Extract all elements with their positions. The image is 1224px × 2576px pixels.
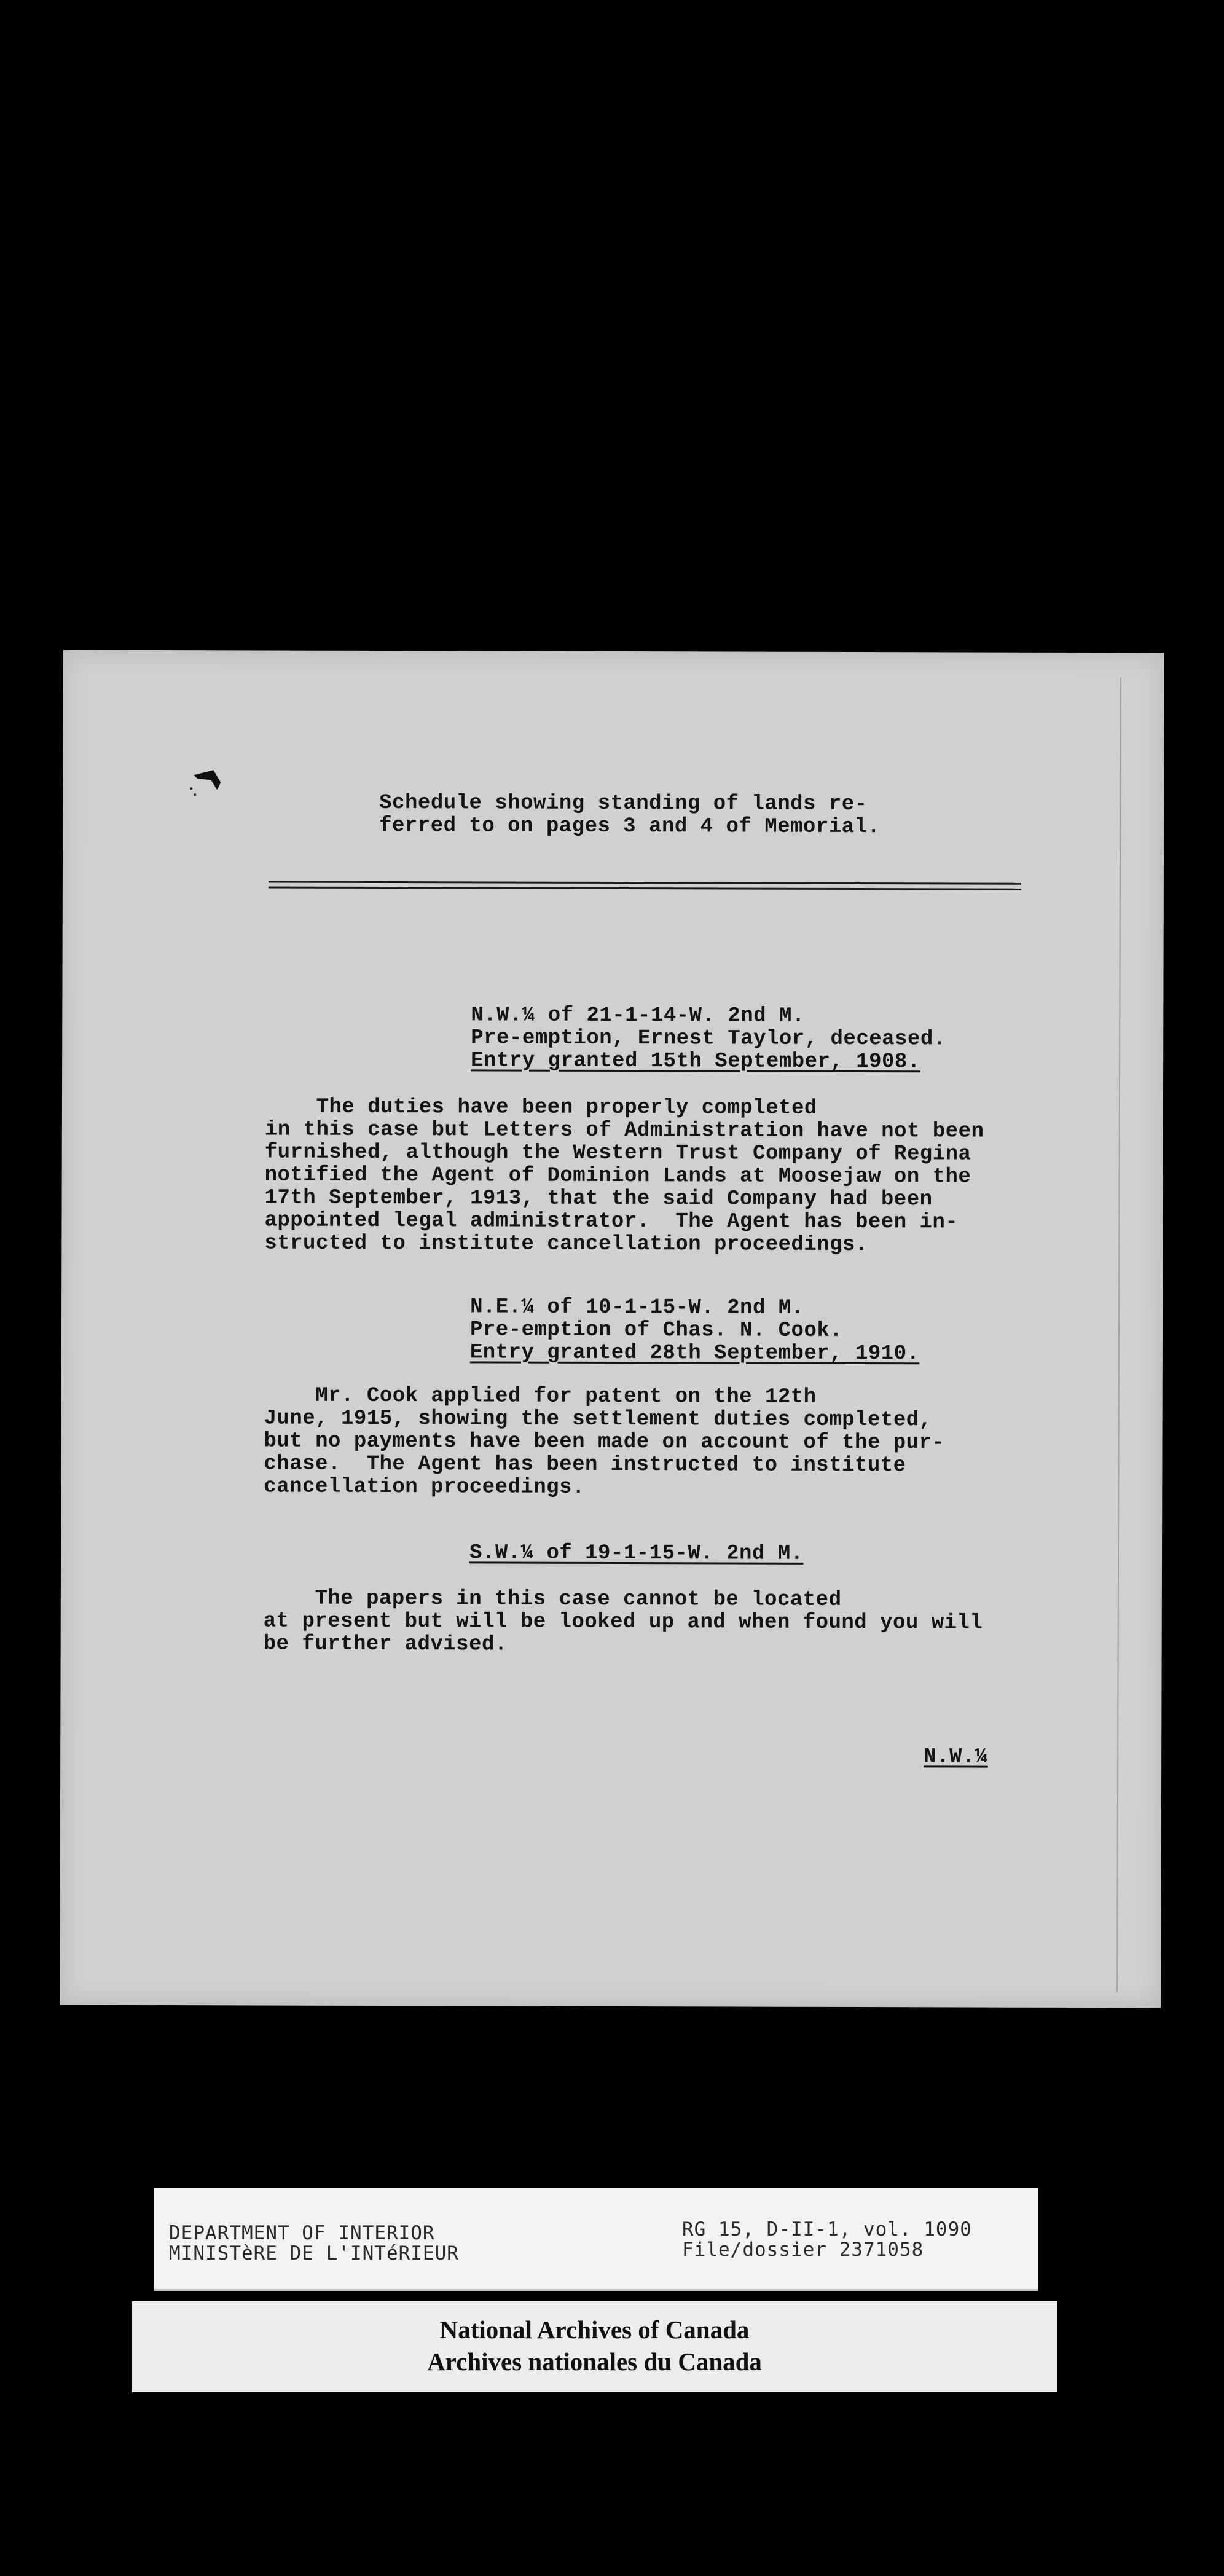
archive-reference-label bbox=[154, 2188, 1038, 2291]
page-catchword: N.W.¼ bbox=[924, 1745, 988, 1769]
archives-banner bbox=[132, 2301, 1057, 2392]
file-number: File/dossier 2371058 bbox=[682, 2239, 924, 2261]
section-3-paragraph: The papers in this case cannot be located at present but will be looked up and when found you will be further advised. bbox=[263, 1587, 983, 1657]
department-name bbox=[169, 2223, 459, 2264]
section-1-heading bbox=[471, 1004, 946, 1074]
double-rule-top bbox=[269, 881, 1021, 885]
department-fr: MINISTèRE DE L'INTéRIEUR bbox=[169, 2242, 459, 2264]
section-1-paragraph: The duties have been properly completed in this case but Letters of Administration have not been furnished, although the Western Trust Company of Regina notified the Agent of Dominion Lands at Moosejaw on the 17th September, 1913, that the said Company had been appointed legal administrator. The Agent has been in- structed to institute cancellation proceedings. bbox=[264, 1095, 984, 1257]
archives-name-fr: Archives nationales du Canada bbox=[427, 2347, 762, 2376]
section-2-heading-lines: N.E.¼ of 10-1-15-W. 2nd M. Pre-emption of Chas. N. Cook. bbox=[469, 1295, 843, 1343]
page-title: Schedule showing standing of lands re- ferred to on pages 3 and 4 of Memorial. bbox=[379, 791, 881, 839]
archives-name-en: National Archives of Canada bbox=[439, 2315, 750, 2344]
section-2-entry-date: Entry granted 28th September, 1910. bbox=[469, 1341, 920, 1366]
reference-numbers bbox=[682, 2220, 972, 2260]
section-2-paragraph: Mr. Cook applied for patent on the 12th June, 1915, showing the settlement duties completed, but no payments have been made on account of the pur- chase. The Agent has been instructed to institute cancellation proceedings. bbox=[264, 1384, 945, 1499]
section-2-heading bbox=[470, 1296, 920, 1365]
department-en: DEPARTMENT OF INTERIOR bbox=[169, 2222, 435, 2244]
document-page bbox=[60, 650, 1164, 2008]
ink-blot-mark bbox=[189, 758, 232, 801]
page-edge-shadow bbox=[1116, 677, 1121, 1992]
section-1-heading-lines: N.W.¼ of 21-1-14-W. 2nd M. Pre-emption, Ernest Taylor, deceased. bbox=[471, 1003, 946, 1051]
section-3-heading: S.W.¼ of 19-1-15-W. 2nd M. bbox=[469, 1541, 804, 1566]
record-group-reference: RG 15, D-II-1, vol. 1090 bbox=[682, 2218, 972, 2240]
section-1-entry-date: Entry granted 15th September, 1908. bbox=[471, 1049, 920, 1074]
double-rule-bottom bbox=[269, 887, 1021, 890]
